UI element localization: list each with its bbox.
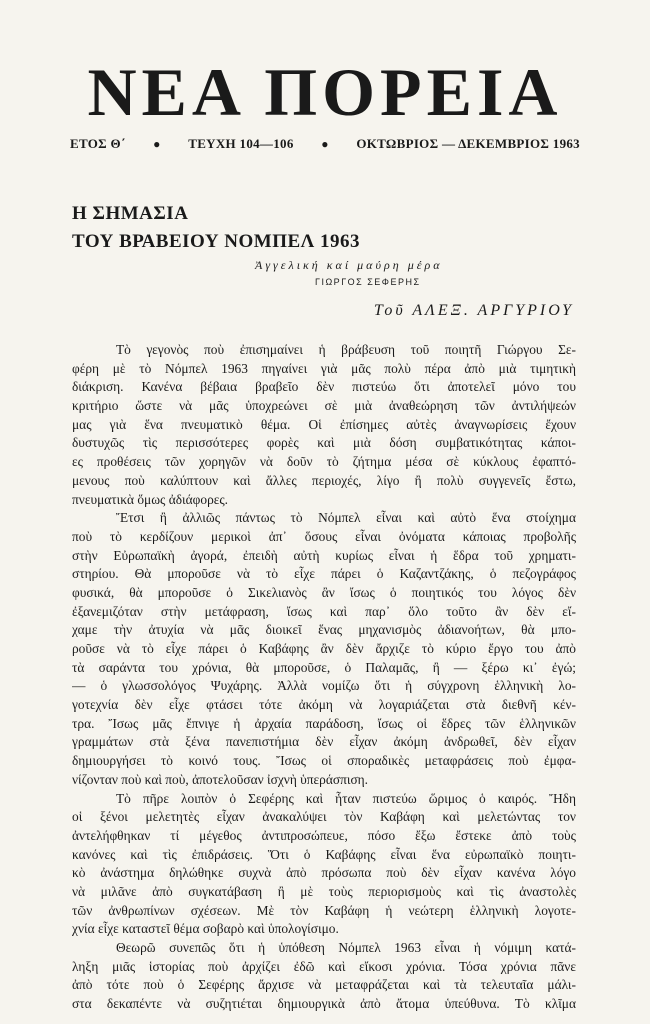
body-line: κριτήριο ὥστε νὰ μᾶς ὑποχρεώνει σὲ μιὰ ἀναθεώρηση τῶν ἀντιλήψεών xyxy=(72,398,576,414)
body-line: μενους ποὺ καλύπτουν καὶ ἄλλες περιοχές, λίγο ἢ πολὺ συγγενεῖς ἔστω, xyxy=(72,472,576,488)
body-line: ἀντελήφθηκαν τί μέγεθος ἀντιπροσώπευε, πόσο ἔξω ἔστεκε ἀπὸ τοὺς xyxy=(72,827,576,843)
body-line: φέρη μὲ τὸ Νόμπελ 1963 πηγαίνει γιὰ μᾶς πολὺ πέρα ἀπὸ μιὰ τιμητικὴ xyxy=(72,360,576,376)
issue-numbers: ΤΕΥΧΗ 104—106 xyxy=(188,136,294,151)
body-line: Τὸ γεγονὸς ποὺ ἐπισημαίνει ἡ βράβευση τοῦ ποιητῆ Γιώργου Σε- xyxy=(116,342,576,357)
body-line: ποὺ τὸ κερδίζουν μερικοὶ ἀπ᾽ ὅσους εἶναι ὀνόματα κάποιας προβολῆς xyxy=(72,528,576,544)
bullet-icon: ● xyxy=(153,136,161,151)
body-line: οἱ ξένοι μελετητὲς εἶχαν ἀνακαλύψει τὸν Καβάφη καὶ μελετώντας τον xyxy=(72,809,576,825)
body-line: κὸ ἀνάστημα δηλώθηκε συχνὰ ἀπὸ πρόσωπα ποὺ δὲν εἶχαν κανένα λόγο xyxy=(72,865,576,881)
body-line: ροῦσε νὰ τὸ εἶχε πάρει ὁ Καβάφης ἂν δὲν ἄρχιζε τὸ κύριο ἔργο του ἀπὸ xyxy=(72,641,576,656)
body-line: ἀπὸ τότε ποὺ ὁ Σεφέρης ἄρχισε νὰ μεταφράζεται καὶ τὰ τελευταῖα μάλι- xyxy=(72,977,576,993)
body-line: χαμε τὴν ἀτυχία νὰ μᾶς διοικεῖ ἕνας μηχανισμὸς ἀδιανοήτων, θὰ μπο- xyxy=(72,622,576,638)
body-line: κανόνες καὶ τὶς ἐπιδράσεις. Ὅτι ὁ Καβάφης εἶναι ἕνα εὐρωπαϊκὸ ποιητι- xyxy=(72,846,576,862)
masthead-title: ΝΕΑ ΠΟΡΕΙΑ xyxy=(87,54,563,130)
bullet-icon: ● xyxy=(321,136,329,151)
body-line: νίζονταν ποὺ καὶ ποὺ, ἀποτελοῦσαν ἰσχνὴ ὑπεράσπιση. xyxy=(72,771,369,787)
body-line: χνία εἶχε καταστεῖ θέμα σοβαρὸ καὶ ὑπολογίσιμο. xyxy=(72,921,339,937)
body-line: στηρίου. Θὰ μποροῦσε νὰ τὸ εἶχε πάρει ὁ Καζαντζάκης, ὁ πεζογράφος xyxy=(72,566,576,582)
article-body xyxy=(72,341,576,1014)
body-line: τὰ σαράντα του χρόνια, θὰ μποροῦσε, ὁ Παλαμᾶς, ἢ — ξέρω κι᾽ ἐγώ; xyxy=(72,659,576,675)
body-line: στὴν Εὐρωπαϊκὴ ἀγορά, ἐπειδὴ αὐτὴ κυρίως εἶναι ἡ ἕδρα τοῦ χρηματι- xyxy=(72,547,576,563)
body-line: ες προθέσεις τῶν χορηγῶν νὰ δοῦν τὸ ζήτημα μέσα σὲ κύκλους ἐφαπτό- xyxy=(72,454,576,470)
article-title-line2: ΤΟΥ ΒΡΑΒΕΙΟΥ ΝΟΜΠΕΛ 1963 xyxy=(72,231,361,252)
body-line: διάκριση. Κανένα βέβαια βραβεῖο δὲν πιστεύω ὅτι ἀποτελεῖ μόνο του xyxy=(72,379,576,395)
body-line: δημιουργήσει τὸ κοινό τους. Ἴσως οἱ σποραδικὲς μεταφράσεις ποὺ ἐμφα- xyxy=(72,753,576,769)
body-line: μας γιὰ ἕνα πνευματικὸ θέμα. Οἱ ἐπίσημες αὐτὲς ἀναγνωρίσεις ἔχουν xyxy=(72,416,576,432)
body-line: στα δεκαπέντε νὰ συζητιέται δημιουργικὰ ἀπὸ ἄτομα ὑπεύθυνα. Τὸ κλῖμα xyxy=(72,996,576,1012)
issue-year: ΕΤΟΣ Θ΄ xyxy=(70,136,126,151)
body-line: νὰ μιλᾶνε ἀπὸ συγκατάβαση ἢ μὲ τοὺς περιορισμοὺς καὶ τὶς ἀναστολὲς xyxy=(72,883,576,899)
body-line: ληξη μιᾶς ἱστορίας ποὺ ἀρχίζει ἐδῶ καὶ εἴκοσι χρόνια. Τόσα χρόνια πᾶνε xyxy=(72,958,576,974)
article-byline: Τοῦ ΑΛΕΞ. ΑΡΓΥΡΙΟΥ xyxy=(373,302,574,319)
body-line: — ὁ γλωσσολόγος Ψυχάρης. Ἀλλὰ νομίζω ὅτι ἡ σύγχρονη ἑλληνικὴ λο- xyxy=(72,678,576,694)
body-line: τῶν ἀνθρωπίνων σχέσεων. Μὲ τὸν Καβάφη ἡ νεώτερη ἑλληνικὴ λογοτε- xyxy=(72,902,576,918)
body-line: δυστυχῶς τὶς περισσότερες φορὲς καὶ μιὰ δόση συμβατικότητας κάποι- xyxy=(72,435,576,451)
epigraph-quote: Ἀγγελική καί μαύρη μέρα xyxy=(255,258,443,272)
article-title xyxy=(72,200,572,256)
epigraph-author: ΓΙΩΡΓΟΣ ΣΕΦΕΡΗΣ xyxy=(315,277,421,287)
body-line: Ἔτσι ἢ ἀλλιῶς πάντως τὸ Νόμπελ εἶναι καὶ αὐτὸ ἕνα στοίχημα xyxy=(116,510,576,526)
body-line: Τὸ πῆρε λοιπὸν ὁ Σεφέρης καὶ ἦταν πιστεύω ὥριμος ὁ καιρός. Ἤδη xyxy=(116,790,576,806)
body-line: ἐξανεμιζόταν στὴν μετάφραση, ἴσως καὶ παρ᾽ ὅλο τοῦτο ἂν δὲν εἴ- xyxy=(72,603,576,619)
issue-period: ΟΚΤΩΒΡΙΟΣ — ΔΕΚΕΜΒΡΙΟΣ 1963 xyxy=(356,136,580,151)
body-line: γραμμάτων στὰ ξένα πανεπιστήμια δὲν εἶχαν ἀκόμη ἀνδρωθεῖ, δὲν εἶχαν xyxy=(72,734,576,750)
body-line: Θεωρῶ συνεπῶς ὅτι ἡ ὑπόθεση Νόμπελ 1963 εἶναι ἡ νόμιμη κατά- xyxy=(116,940,576,955)
issue-line xyxy=(70,136,580,152)
body-line: πνευματικὰ ὅμως ἀδιάφορες. xyxy=(72,491,229,507)
article-title-line1: Η ΣΗΜΑΣΙΑ xyxy=(72,203,189,224)
body-line: γοτεχνία δὲν εἶχε φτάσει τότε ἀκόμη νὰ λογαριάζεται στὰ διεθνῆ κέν- xyxy=(72,697,576,713)
body-line: τρα. Ἴσως μᾶς ἔπνιγε ἡ ἀρχαία παράδοση, ἴσως οἱ ἕδρες τῶν ἑλληνικῶν xyxy=(72,715,576,731)
body-line: φυσικά, θὰ μποροῦσε ὁ Σικελιανὸς ἂν ἴσως ὁ ποιητικός του λόγος δὲν xyxy=(72,584,576,600)
